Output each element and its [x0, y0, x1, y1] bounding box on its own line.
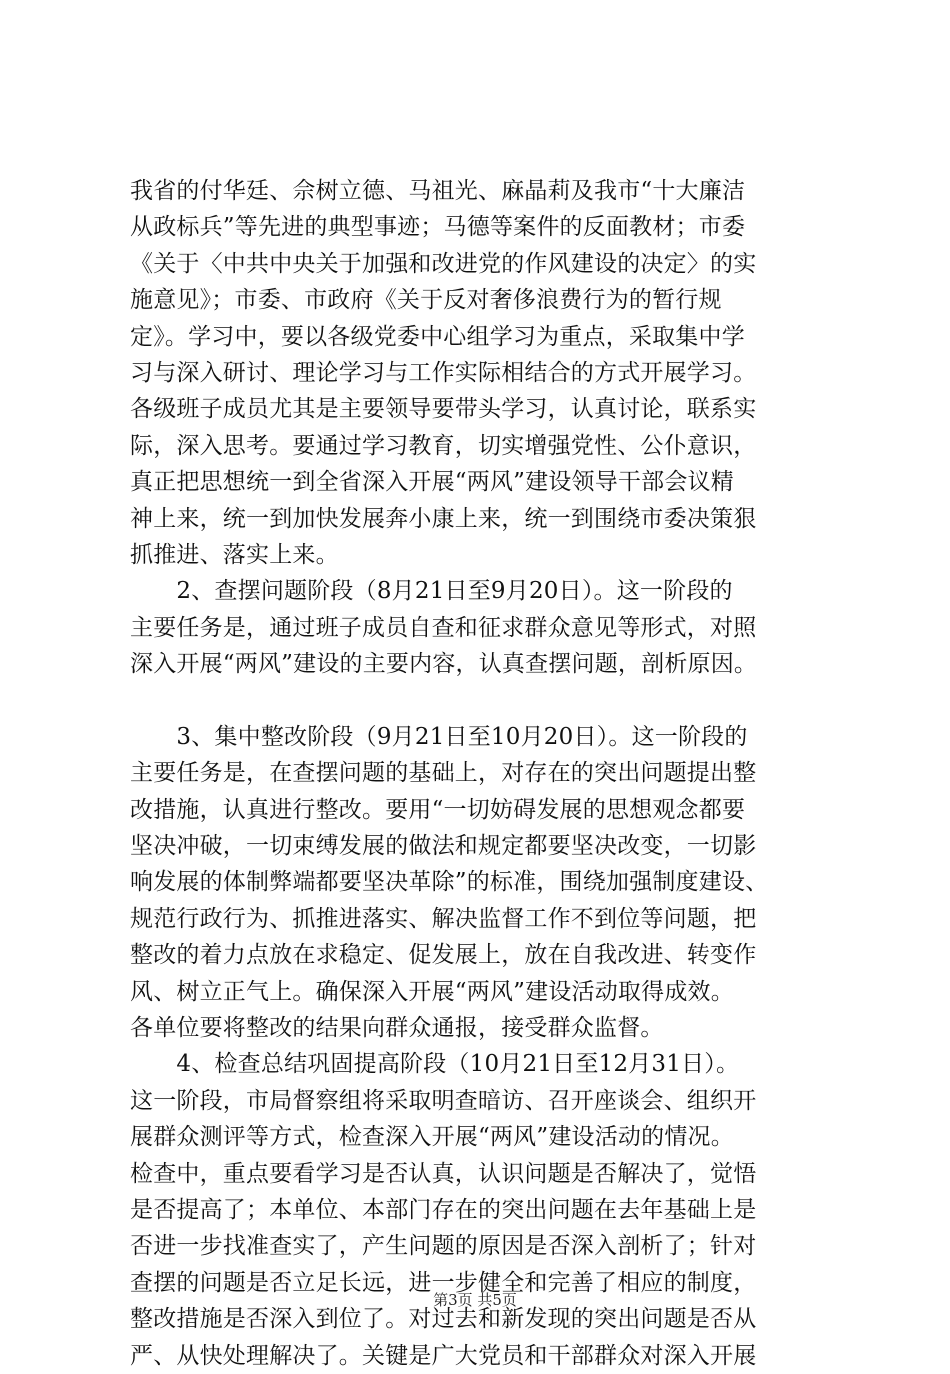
text-line: 际，深入思考。要通过学习教育，切实增强党性、公仆意识， [130, 432, 757, 459]
text-line: 定》。学习中，要以各级党委中心组学习为重点，采取集中学 [130, 323, 745, 350]
text-line: 风、树立正气上。确保深入开展“两风”建设活动取得成效。 [130, 978, 734, 1005]
text-line: 主要任务是，通过班子成员自查和征求群众意见等形式，对照 [130, 614, 757, 641]
text-line: 3、集中整改阶段（9月21日至10月20日）。这一阶段的 [130, 723, 748, 750]
text-line: 主要任务是，在查摆问题的基础上，对存在的突出问题提出整 [130, 760, 757, 787]
text-line: 施意见》；市委、市政府《关于反对奢侈浪费行为的暂行规 [130, 287, 722, 314]
text-line: 抓推进、落实上来。 [130, 541, 339, 568]
blank-line [130, 682, 830, 718]
text-line: 真正把思想统一到全省深入开展“两风”建设领导干部会议精 [130, 469, 734, 496]
document-body [130, 173, 830, 1374]
text-line: 4、检查总结巩固提高阶段（10月21日至12月31日）。 [130, 1051, 740, 1078]
text-line: 各级班子成员尤其是主要领导要带头学习，认真讨论，联系实 [130, 396, 757, 423]
text-line: 查摆的问题是否立足长远，进一步健全和完善了相应的制度， [130, 1269, 757, 1296]
text-line: 否进一步找准查实了，产生问题的原因是否深入剖析了；针对 [130, 1233, 757, 1260]
text-line: 《关于〈中共中央关于加强和改进党的作风建设的决定〉的实 [130, 250, 757, 277]
text-line: 我省的付华廷、佘树立德、马祖光、麻晶莉及我市“十大廉洁 [130, 178, 746, 204]
text-line: 整改的着力点放在求稳定、促发展上，放在自我改进、转变作 [130, 942, 757, 969]
text-line: 整改措施是否深入到位了。对过去和新发现的突出问题是否从 [130, 1306, 757, 1333]
text-line: 习与深入研讨、理论学习与工作实际相结合的方式开展学习。 [130, 359, 757, 386]
text-line: 改措施，认真进行整改。要用“一切妨碍发展的思想观念都要 [130, 796, 746, 823]
text-line: 从政标兵”等先进的典型事迹；马德等案件的反面教材；市委 [130, 214, 746, 241]
text-line: 坚决冲破，一切束缚发展的做法和规定都要坚决改变，一切影 [130, 833, 757, 860]
text-line: 这一阶段，市局督察组将采取明查暗访、召开座谈会、组织开 [130, 1087, 757, 1114]
text-line: 神上来，统一到加快发展奔小康上来，统一到围绕市委决策狠 [130, 505, 757, 532]
text-line: 规范行政行为、抓推进落实、解决监督工作不到位等问题，把 [130, 905, 757, 932]
text-line: 严、从快处理解决了。关键是广大党员和干部群众对深入开展 [130, 1342, 757, 1369]
text-line: 2、查摆问题阶段（8月21日至9月20日）。这一阶段的 [130, 578, 733, 605]
text-line: 展群众测评等方式，检查深入开展“两风”建设活动的情况。 [130, 1124, 734, 1151]
text-line: 是否提高了；本单位、本部门存在的突出问题在去年基础上是 [130, 1196, 757, 1223]
text-line: 深入开展“两风”建设的主要内容，认真查摆问题，剖析原因。 [130, 651, 758, 678]
text-line: 检查中，重点要看学习是否认真，认识问题是否解决了，觉悟 [130, 1160, 757, 1187]
text-line: 响发展的体制弊端都要坚决革除”的标准，围绕加强制度建设、 [130, 869, 769, 896]
page-number-footer: 第3页 共5页 [433, 1291, 517, 1309]
text-line: 各单位要将整改的结果向群众通报，接受群众监督。 [130, 1014, 664, 1041]
